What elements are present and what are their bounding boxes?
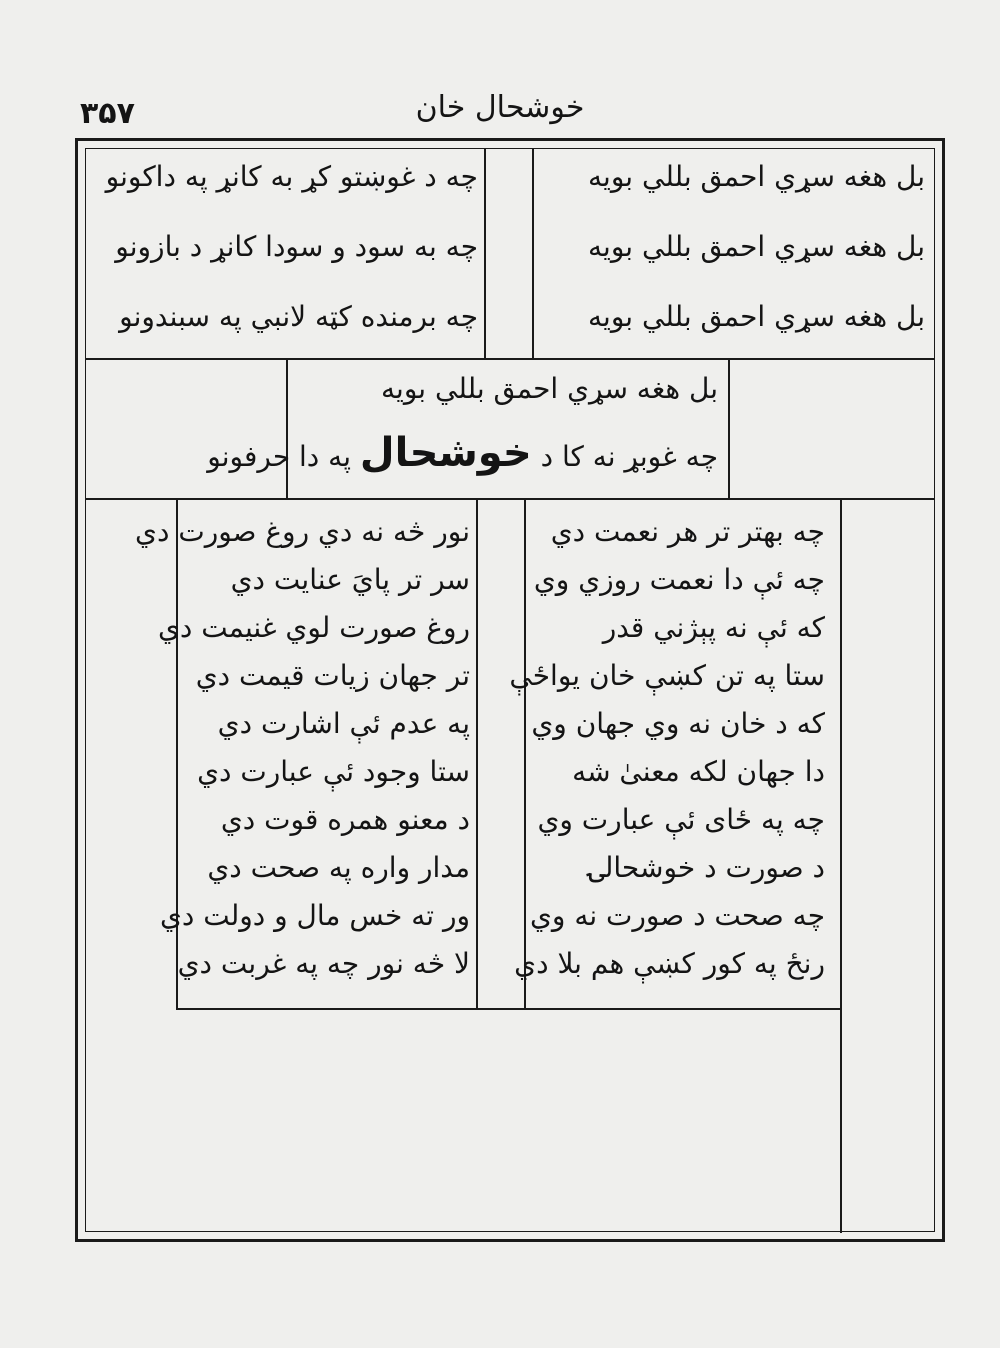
verse-line bbox=[207, 430, 718, 476]
section1-column-divider-right bbox=[532, 148, 534, 358]
section2-box-left bbox=[286, 358, 288, 498]
section1-left-column bbox=[93, 160, 478, 350]
verse-line: تر جهان زيات قيمت دي bbox=[195, 659, 470, 692]
verse-line: چه به سود و سودا کانړ د بازونو bbox=[115, 230, 478, 263]
verse-line: د معنو همره قوت دي bbox=[220, 803, 470, 836]
divider-middle-section bbox=[86, 498, 934, 500]
section3-column-divider-2 bbox=[524, 498, 526, 1008]
verse-line: ستا په تن کښې خان يواځې bbox=[509, 659, 825, 692]
verse-fragment: چه غوبړ نه کا د bbox=[540, 440, 718, 473]
verse-line: چه په ځای ئې عبارت وي bbox=[537, 803, 825, 836]
verse-fragment: په دا حرفونو bbox=[207, 440, 351, 473]
section2-couplet bbox=[207, 372, 718, 492]
verse-line: بل هغه سړي احمق بللي بويه bbox=[588, 230, 925, 263]
verse-line: په عدم ئې اشارت دي bbox=[217, 707, 470, 740]
verse-line: د صورت د خوشحالۍ bbox=[588, 851, 825, 884]
verse-line: بل هغه سړي احمق بللي بويه bbox=[588, 300, 925, 333]
divider-top-section bbox=[86, 358, 934, 360]
section3-column-divider-3 bbox=[476, 498, 478, 1008]
section1-column-divider-left bbox=[484, 148, 486, 358]
verse-line: که د خان نه وي جهان وي bbox=[531, 707, 825, 740]
verse-line: بل هغه سړي احمق بللي بويه bbox=[588, 160, 925, 193]
verse-line: چه صحت د صورت نه وي bbox=[530, 899, 825, 932]
verse-line: چه برمنده کټه لانبي په سبندونو bbox=[119, 300, 478, 333]
verse-line: چه د غوښتو کړ به کانړ په داکونو bbox=[105, 160, 478, 193]
verse-line: که ئې نه پېژني قدر bbox=[602, 611, 825, 644]
verse-line: روغ صورت لوي غنيمت دي bbox=[158, 611, 470, 644]
verse-line: مدار واره په صحت دي bbox=[207, 851, 470, 884]
verse-line: رنځ په کور کښې هم بلا دي bbox=[514, 947, 825, 980]
page-number: ۳۵۷ bbox=[80, 96, 135, 131]
section3-right-column bbox=[509, 515, 825, 1000]
emphasized-name: خوشحال bbox=[359, 430, 532, 476]
verse-line: نور څه نه دي روغ صورت دي bbox=[135, 515, 470, 548]
verse-line: لا څه نور چه په غربت دي bbox=[177, 947, 470, 980]
verse-line: چه بهتر تر هر نعمت دي bbox=[550, 515, 825, 548]
section1-right-column bbox=[545, 160, 925, 350]
verse-line: ستا وجود ئې عبارت دي bbox=[197, 755, 470, 788]
section3-column-divider-1 bbox=[840, 498, 842, 1233]
verse-line: بل هغه سړي احمق بللي بويه bbox=[381, 372, 718, 405]
page-title: خوشحال خان bbox=[415, 90, 585, 125]
verse-line: سر تر پايَ عنايت دي bbox=[230, 563, 470, 596]
section3-left-column bbox=[135, 515, 470, 1000]
verse-line: دا جهان لکه معنیٰ شه bbox=[572, 755, 825, 788]
section3-bottom-divider bbox=[176, 1008, 840, 1010]
verse-line: ور ته خس مال و دولت دي bbox=[159, 899, 470, 932]
section2-box-right bbox=[728, 358, 730, 498]
verse-line: چه ئې دا نعمت روزي وي bbox=[533, 563, 825, 596]
